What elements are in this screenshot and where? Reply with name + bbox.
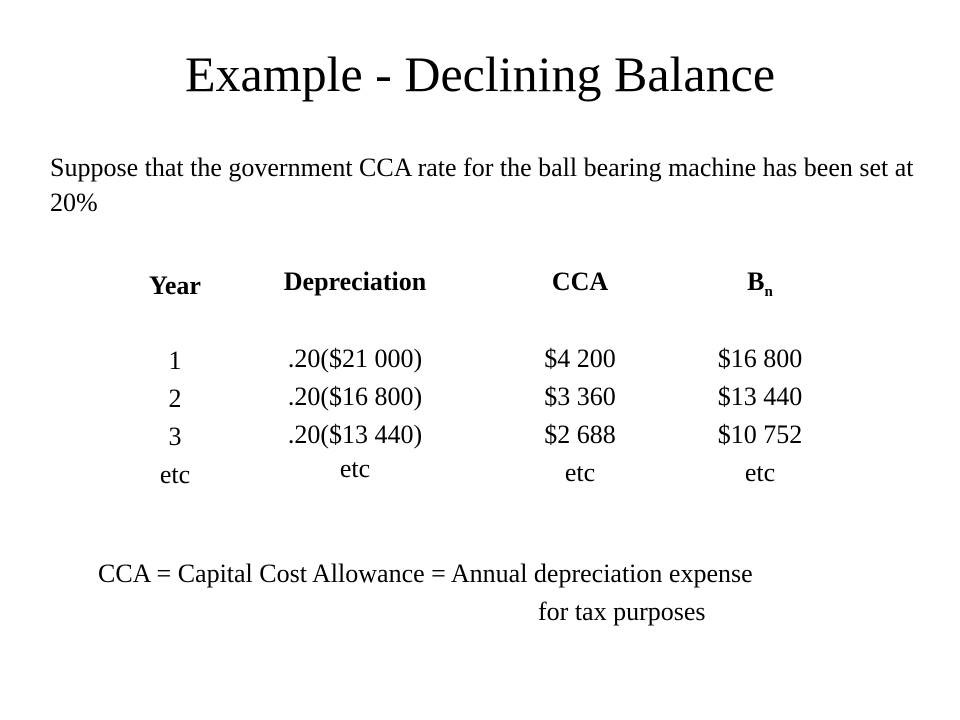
bn-cell: $10 752 [717,420,803,449]
cca-definition-continued: for tax purposes [538,597,706,626]
year-cell: 3 [168,422,182,451]
bn-header-base: B [747,267,765,296]
cca-definition: CCA = Capital Cost Allowance = Annual depreciation expense [98,559,753,588]
bn-cell: $13 440 [717,382,803,411]
bn-cell: $16 800 [717,344,803,373]
year-cell: 1 [168,346,182,375]
cca-column [505,262,655,492]
year-header: Year [149,271,201,300]
cca-cell: $2 688 [544,420,616,449]
year-column [120,262,230,494]
bn-cell: etc [744,458,776,487]
year-cell: etc [159,460,191,489]
year-cell: 2 [168,384,182,413]
bn-header-subscript: n [764,284,773,300]
depreciation-cell: .20($16 800) [287,382,423,411]
bn-header [680,262,840,302]
cca-cell: $4 200 [544,344,616,373]
depreciation-cell: .20($13 440) [287,420,423,449]
intro-text: Suppose that the government CCA rate for the ball bearing machine has been set at 20% [50,153,914,217]
cca-header: CCA [551,267,609,296]
depreciation-header: Depreciation [283,267,427,296]
depreciation-cell: etc [339,454,371,483]
depreciation-cell: .20($21 000) [287,344,423,373]
bn-column [680,262,840,492]
cca-cell: $3 360 [544,382,616,411]
cca-cell: etc [564,458,596,487]
slide-title: Example - Declining Balance [184,46,776,102]
depreciation-column [240,262,470,492]
